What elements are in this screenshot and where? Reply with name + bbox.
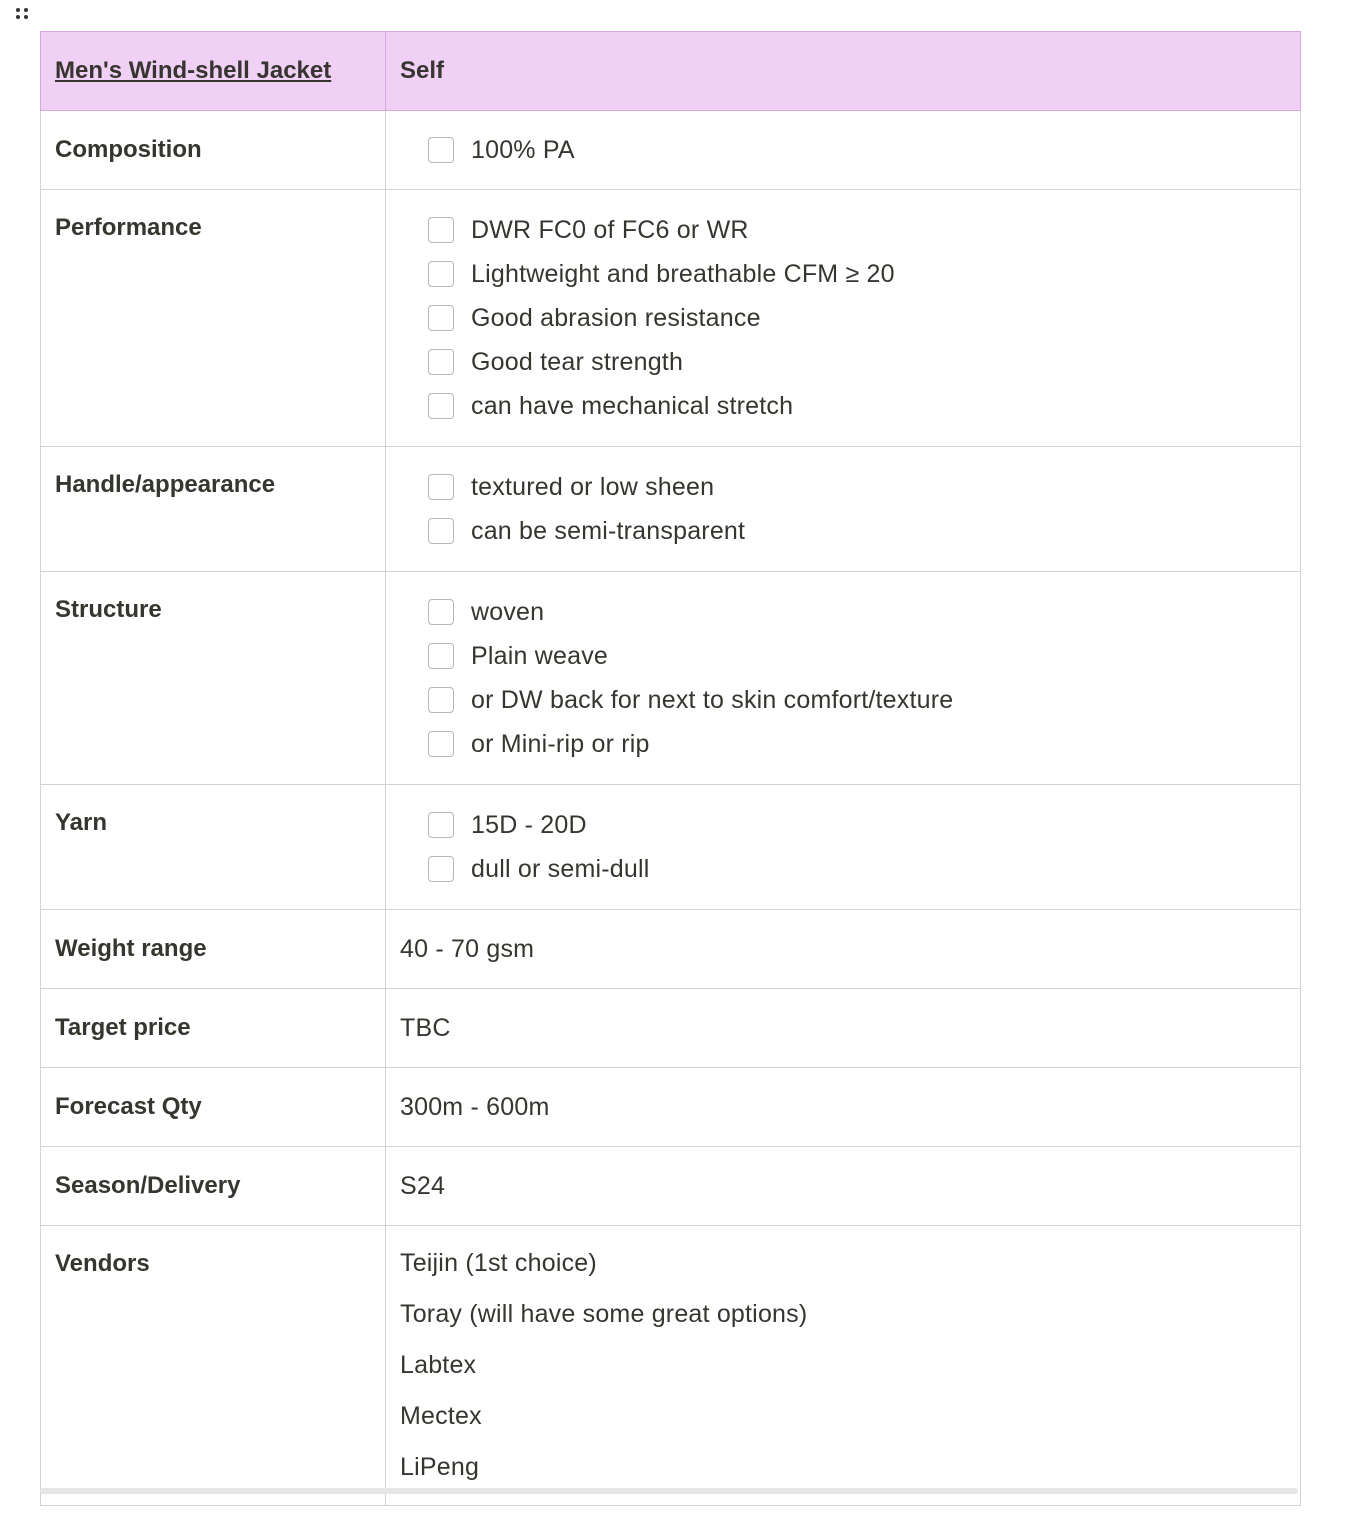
table-row <box>41 989 1301 1068</box>
vendor-item: Teijin (1st choice) <box>400 1249 597 1277</box>
checkbox[interactable] <box>428 518 454 544</box>
table-row <box>41 1068 1301 1147</box>
product-link[interactable]: Men's Wind-shell Jacket <box>55 57 332 84</box>
row-label-forecast: Forecast Qty <box>55 1093 202 1120</box>
checkbox[interactable] <box>428 643 454 669</box>
checklist-item: or DW back for next to skin comfort/texture <box>428 678 1300 722</box>
table-row <box>41 1147 1301 1226</box>
checkbox[interactable] <box>428 305 454 331</box>
checkbox[interactable] <box>428 217 454 243</box>
vendor-item: Toray (will have some great options) <box>400 1300 808 1328</box>
checklist-item: can be semi-transparent <box>428 509 1300 553</box>
checkbox[interactable] <box>428 474 454 500</box>
vendor-item: Labtex <box>400 1351 477 1379</box>
row-label-handle: Handle/appearance <box>55 471 276 498</box>
checkbox[interactable] <box>428 731 454 757</box>
table-header-row <box>41 32 1301 111</box>
column-header-self: Self <box>400 57 445 84</box>
row-label-vendors: Vendors <box>55 1250 150 1277</box>
row-label-composition: Composition <box>55 136 202 163</box>
checklist-item: dull or semi-dull <box>428 847 1300 891</box>
checkbox[interactable] <box>428 137 454 163</box>
table-row <box>41 447 1301 572</box>
checklist-item: 100% PA <box>428 128 1300 172</box>
row-label-yarn: Yarn <box>55 809 108 836</box>
vendor-item: LiPeng <box>400 1453 480 1481</box>
checkbox[interactable] <box>428 687 454 713</box>
row-value-season: S24 <box>400 1171 446 1200</box>
row-value-price: TBC <box>400 1013 451 1042</box>
horizontal-scrollbar[interactable] <box>40 1488 1298 1494</box>
table-row <box>41 572 1301 785</box>
row-value-forecast: 300m - 600m <box>400 1092 550 1121</box>
checklist-item: DWR FC0 of FC6 or WR <box>428 208 1300 252</box>
row-value-weight: 40 - 70 gsm <box>400 934 535 963</box>
checkbox[interactable] <box>428 599 454 625</box>
checklist-item: textured or low sheen <box>428 465 1300 509</box>
table-row <box>41 910 1301 989</box>
checkbox[interactable] <box>428 812 454 838</box>
row-label-performance: Performance <box>55 214 202 241</box>
checklist-item: 15D - 20D <box>428 803 1300 847</box>
checklist-item: Lightweight and breathable CFM ≥ 20 <box>428 252 1300 296</box>
checklist-item: woven <box>428 590 1300 634</box>
checklist-item: Good tear strength <box>428 340 1300 384</box>
drag-handle-icon[interactable] <box>14 6 32 26</box>
row-label-structure: Structure <box>55 596 162 623</box>
checklist-item: or Mini-rip or rip <box>428 722 1300 766</box>
row-label-weight: Weight range <box>55 935 207 962</box>
checklist-item: Plain weave <box>428 634 1300 678</box>
table-row <box>41 190 1301 447</box>
checkbox[interactable] <box>428 261 454 287</box>
spec-table <box>40 31 1301 1506</box>
checkbox[interactable] <box>428 349 454 375</box>
row-label-season: Season/Delivery <box>55 1172 241 1199</box>
row-label-price: Target price <box>55 1014 191 1041</box>
table-row <box>41 785 1301 910</box>
vendor-item: Mectex <box>400 1402 482 1430</box>
table-row <box>41 111 1301 190</box>
table-row <box>41 1226 1301 1506</box>
checkbox[interactable] <box>428 856 454 882</box>
checklist-item: can have mechanical stretch <box>428 384 1300 428</box>
checkbox[interactable] <box>428 393 454 419</box>
checklist-item: Good abrasion resistance <box>428 296 1300 340</box>
